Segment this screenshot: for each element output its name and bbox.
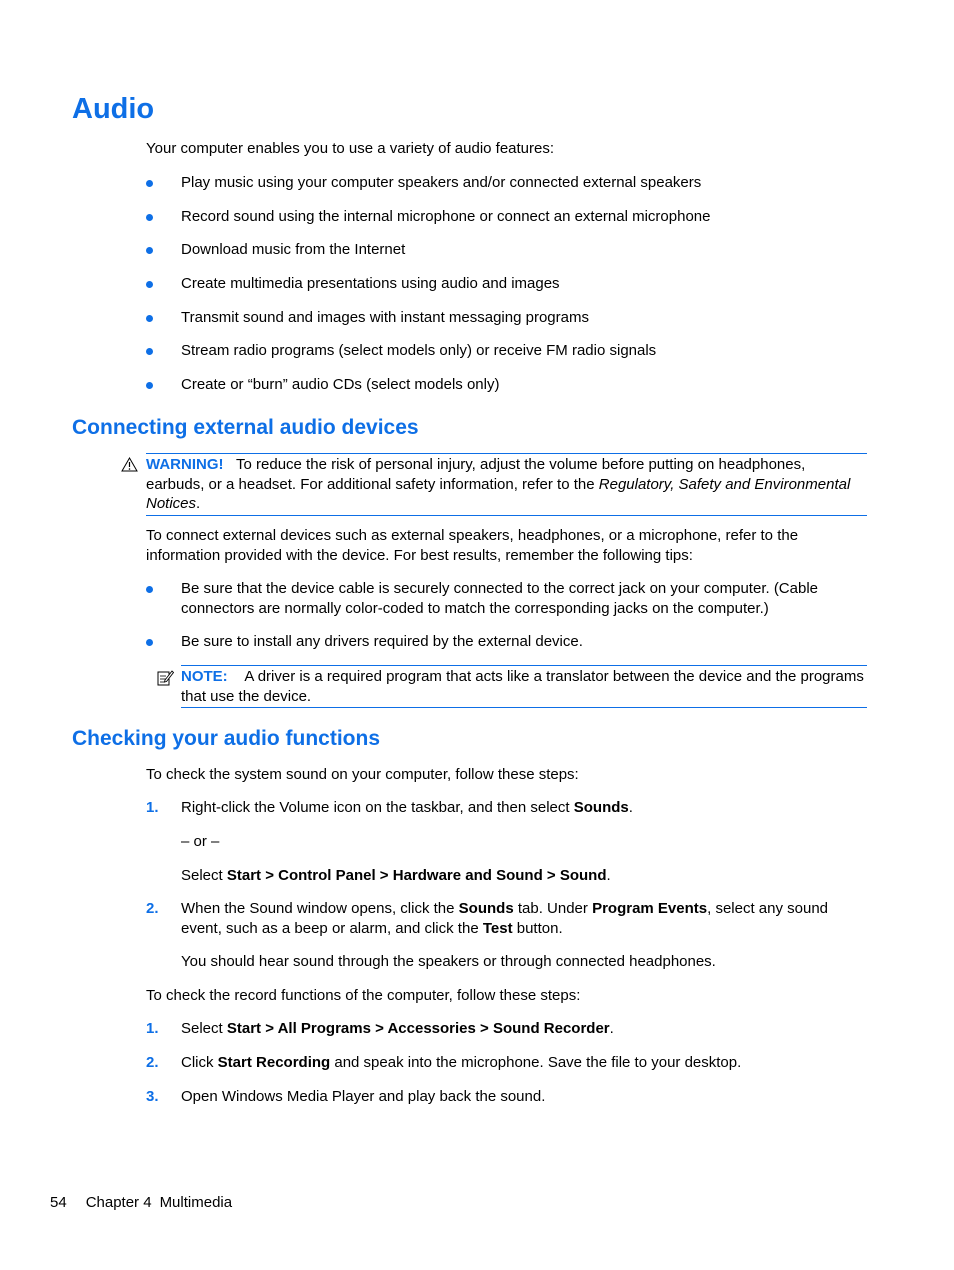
- step-number: 2.: [146, 1054, 159, 1071]
- list-item: Play music using your computer speakers and/or connected external speakers: [146, 173, 868, 193]
- step-2-result: You should hear sound through the speakers or through connected headphones.: [181, 953, 716, 970]
- section-heading-connecting: Connecting external audio devices: [72, 416, 419, 439]
- chapter-title: Multimedia: [159, 1194, 233, 1211]
- step-number: 2.: [146, 900, 159, 917]
- bullet-icon: [146, 214, 153, 221]
- bullet-icon: [146, 247, 153, 254]
- record-step-1: 1. Select Start > All Programs > Accessories > Sound Recorder.: [146, 1020, 614, 1037]
- page-number: 54: [50, 1194, 67, 1211]
- note-icon: [157, 669, 174, 686]
- warning-text: To reduce the risk of personal injury, adjust the volume before putting on headphones, earbuds, or a headset. For additional safety information, refer to the: [146, 456, 806, 493]
- warning-callout: WARNING! To reduce the risk of personal injury, adjust the volume before putting on headphones, earbuds, or a headset. For additional safety information, refer to the Regulatory, Safety and Environmental Notices.: [146, 453, 867, 516]
- bullet-icon: [146, 281, 153, 288]
- warning-label: WARNING!: [146, 456, 224, 473]
- record-step-3: 3. Open Windows Media Player and play back the sound.: [146, 1088, 546, 1105]
- step-number: 1.: [146, 799, 159, 816]
- chapter-label: Chapter 4: [85, 1194, 152, 1211]
- step-number: 3.: [146, 1088, 159, 1105]
- bullet-icon: [146, 315, 153, 322]
- list-item: Create or “burn” audio CDs (select models only): [146, 375, 868, 395]
- list-item: Be sure to install any drivers required by the external device.: [146, 632, 868, 652]
- bullet-icon: [146, 382, 153, 389]
- or-separator: – or –: [181, 833, 220, 850]
- page-title: Audio: [72, 93, 155, 125]
- list-item: Download music from the Internet: [146, 240, 868, 260]
- page-footer: [50, 1193, 251, 1213]
- step-number: 1.: [146, 1020, 159, 1037]
- note-text: A driver is a required program that acts like a translator between the device and the programs that use the device.: [181, 668, 864, 705]
- list-item: Create multimedia presentations using audio and images: [146, 274, 868, 294]
- section-heading-checking: Checking your audio functions: [72, 727, 381, 750]
- connect-body: To connect external devices such as external speakers, headphones, or a microphone, refer to the information provided with the device. For best results, remember the following tips:: [146, 527, 799, 564]
- record-intro: To check the record functions of the computer, follow these steps:: [146, 987, 581, 1004]
- sound-step-1: 1. Right-click the Volume icon on the taskbar, and then select Sounds.: [146, 799, 633, 816]
- bullet-icon: [146, 180, 153, 187]
- sound-step-2: 2. When the Sound window opens, click the Sounds tab. Under Program Events, select any sound event, such as a beep or alarm, and click the Test button.: [146, 900, 829, 937]
- bullet-icon: [146, 639, 153, 646]
- note-label: NOTE:: [181, 668, 228, 685]
- list-item: Be sure that the device cable is securely connected to the correct jack on your computer. (Cable connectors are normally color-coded to match the corresponding jacks on the computer.): [146, 579, 868, 618]
- list-item: Stream radio programs (select models only) or receive FM radio signals: [146, 341, 868, 361]
- sound-intro: To check the system sound on your computer, follow these steps:: [146, 766, 579, 783]
- intro-text: Your computer enables you to use a variety of audio features:: [146, 140, 555, 157]
- warning-icon: [121, 457, 138, 472]
- bullet-icon: [146, 348, 153, 355]
- list-item: Transmit sound and images with instant messaging programs: [146, 308, 868, 328]
- list-item: Record sound using the internal microphone or connect an external microphone: [146, 207, 868, 227]
- warning-reference: Regulatory, Safety and Environmental Notices: [146, 475, 851, 512]
- record-step-2: 2. Click Start Recording and speak into the microphone. Save the file to your desktop.: [146, 1054, 742, 1071]
- alternative-path: Select Start > Control Panel > Hardware and Sound > Sound.: [181, 867, 611, 884]
- bullet-icon: [146, 586, 153, 593]
- note-callout: [181, 665, 867, 708]
